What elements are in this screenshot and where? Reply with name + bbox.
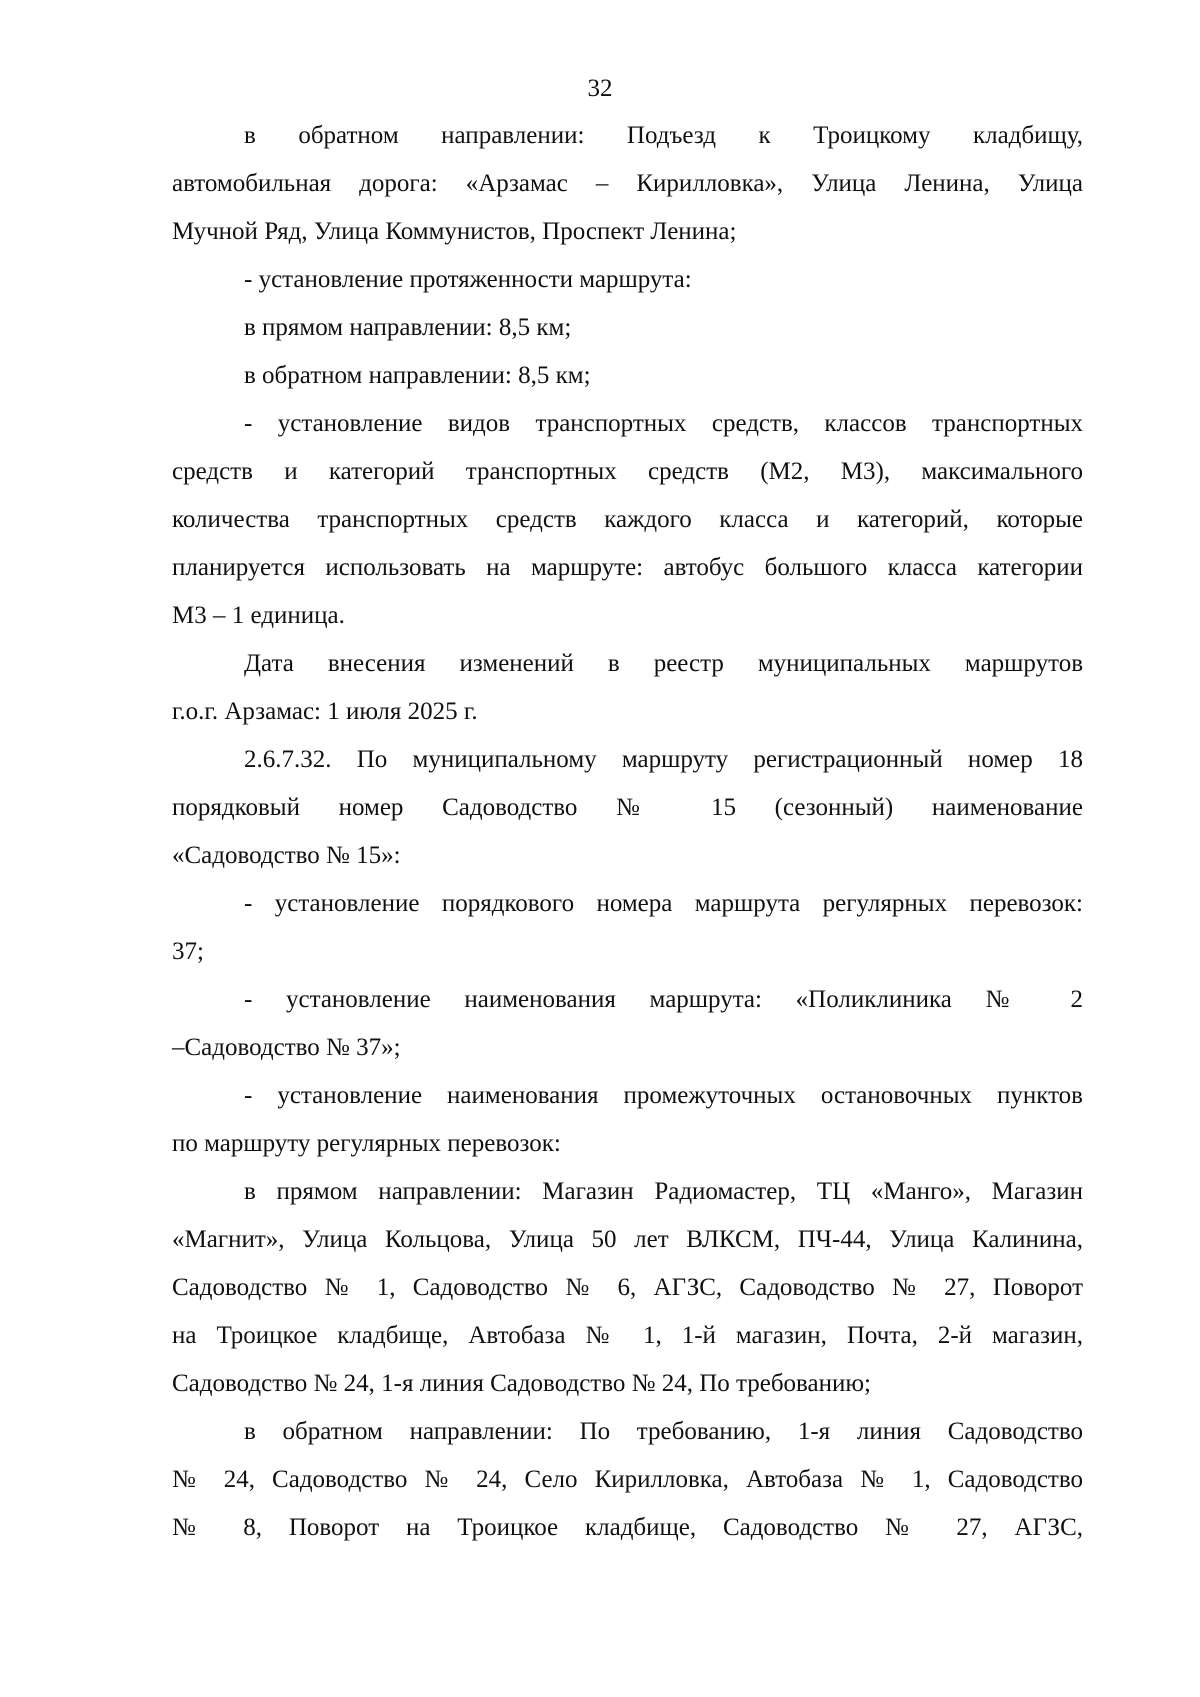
text-line: - установление видов транспортных средств, классов транспортных — [244, 410, 1083, 437]
text-line: в обратном направлении: 8,5 км; — [244, 362, 591, 389]
text-line: на Троицкое кладбище, Автобаза № 1, 1-й магазин, Почта, 2-й магазин, — [172, 1322, 1083, 1349]
text-line: - установление порядкового номера маршрута регулярных перевозок: — [244, 890, 1083, 917]
paragraph-vehicle-types — [172, 400, 1083, 640]
text-line: 37; — [172, 938, 204, 965]
paragraph-return-direction-stops-cont — [172, 112, 1083, 256]
paragraph-return-stops — [172, 1408, 1083, 1552]
paragraph-forward-stops — [172, 1168, 1083, 1408]
text-line: в прямом направлении: Магазин Радиомастер, ТЦ «Манго», Магазин — [244, 1178, 1083, 1205]
text-line: Садоводство № 24, 1-я линия Садоводство № 24, По требованию; — [172, 1370, 871, 1397]
text-line: «Садоводство № 15»: — [172, 842, 401, 869]
paragraph-route-name — [172, 976, 1083, 1072]
text-line: - установление протяженности маршрута: — [244, 266, 692, 293]
text-line: в обратном направлении: Подъезд к Троицкому кладбищу, — [244, 122, 1083, 149]
text-line: «Магнит», Улица Кольцова, Улица 50 лет ВЛКСМ, ПЧ-44, Улица Калинина, — [172, 1226, 1083, 1253]
paragraph-route-length-heading — [172, 256, 1083, 304]
text-line: в обратном направлении: По требованию, 1-я линия Садоводство — [244, 1418, 1083, 1445]
paragraph-intermediate-stops-heading — [172, 1072, 1083, 1168]
text-line: автомобильная дорога: «Арзамас – Кирилловка», Улица Ленина, Улица — [172, 170, 1083, 197]
page-number: 32 — [587, 75, 613, 102]
paragraph-route-number — [172, 880, 1083, 976]
paragraph-return-length — [172, 352, 1083, 400]
text-line: –Садоводство № 37»; — [172, 1034, 401, 1061]
text-line: Садоводство № 1, Садоводство № 6, АГЗС, Садоводство № 27, Поворот — [172, 1274, 1083, 1301]
text-line: количества транспортных средств каждого класса и категорий, которые — [172, 506, 1083, 533]
text-line: Дата внесения изменений в реестр муниципальных маршрутов — [244, 650, 1083, 677]
text-line: порядковый номер Садоводство № 15 (сезонный) наименование — [172, 794, 1083, 821]
document-body — [172, 112, 1083, 1552]
text-line: средств и категорий транспортных средств (М2, М3), максимального — [172, 458, 1083, 485]
text-line: г.о.г. Арзамас: 1 июля 2025 г. — [172, 698, 478, 725]
text-line: № 8, Поворот на Троицкое кладбище, Садоводство № 27, АГЗС, — [172, 1514, 1083, 1541]
text-line: - установление наименования промежуточных остановочных пунктов — [244, 1082, 1083, 1109]
text-line: по маршруту регулярных перевозок: — [172, 1130, 561, 1157]
text-line: М3 – 1 единица. — [172, 602, 345, 629]
text-line: планируется использовать на маршруте: автобус большого класса категории — [172, 554, 1083, 581]
paragraph-forward-length — [172, 304, 1083, 352]
text-line: № 24, Садоводство № 24, Село Кирилловка, Автобаза № 1, Садоводство — [172, 1466, 1083, 1493]
text-line: - установление наименования маршрута: «Поликлиника № 2 — [244, 986, 1083, 1013]
paragraph-route-section-2-6-7-32 — [172, 736, 1083, 880]
text-line: в прямом направлении: 8,5 км; — [244, 314, 572, 341]
text-line: 2.6.7.32. По муниципальному маршруту регистрационный номер 18 — [244, 746, 1083, 773]
text-line: Мучной Ряд, Улица Коммунистов, Проспект Ленина; — [172, 218, 737, 245]
paragraph-registry-date — [172, 640, 1083, 736]
